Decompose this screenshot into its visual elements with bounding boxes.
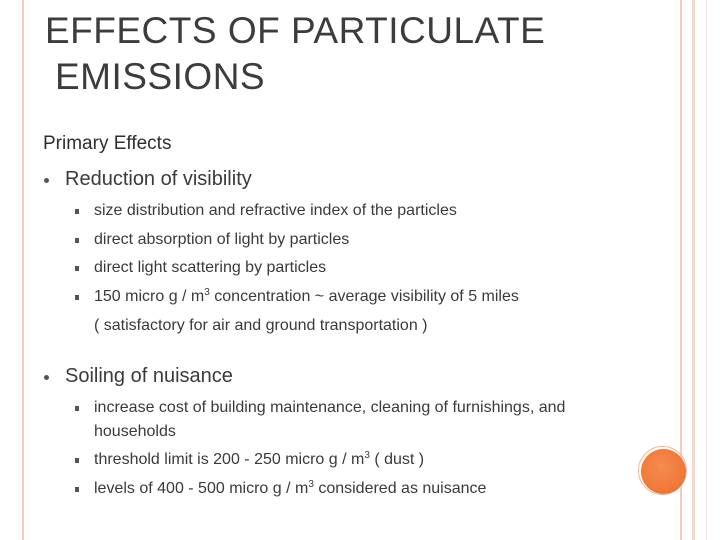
subbullet-text-post: considered as nuisance [313, 480, 487, 497]
subbullet-direct-absorption [94, 228, 674, 252]
superscript-3: 3 [204, 287, 210, 298]
subbullet-nuisance-levels [94, 477, 674, 501]
title-line-2: EMISSIONS [55, 56, 266, 97]
subbullet-size-distribution [94, 199, 674, 223]
bullet-reduction-of-visibility [65, 168, 252, 191]
subbullet-text-pre: levels of 400 - 500 micro g / m [94, 480, 309, 497]
frame-right-line-2 [692, 0, 695, 540]
subbullet-text: size distribution and refractive index of the particles [94, 202, 457, 219]
subbullet-text: direct absorption of light by particles [94, 231, 350, 248]
superscript-3: 3 [364, 450, 370, 461]
superscript-3: 3 [308, 479, 314, 490]
subbullet-direct-scattering [94, 256, 674, 280]
bullet-square-icon [75, 487, 79, 492]
subbullet-continuation-text: ( satisfactory for air and ground transportation ) [94, 317, 428, 334]
slide-title [45, 8, 665, 100]
subbullet-continuation [94, 314, 674, 338]
subbullet-text: direct light scattering by particles [94, 259, 327, 276]
bullet-square-icon [75, 458, 79, 463]
bullet-square-icon [75, 238, 79, 243]
subbullet-text: increase cost of building maintenance, cleaning of furnishings, and households [94, 399, 566, 440]
subbullet-maintenance-cost [94, 396, 634, 444]
decorative-orb-icon [641, 449, 686, 494]
bullet-dot-icon [44, 375, 49, 380]
frame-right-line-3 [706, 0, 707, 540]
bullet-soiling-of-nuisance [65, 365, 233, 388]
bullet-label: Soiling of nuisance [65, 365, 233, 387]
bullet-label: Reduction of visibility [65, 168, 252, 190]
title-line-1: EFFECTS OF PARTICULATE [45, 10, 546, 51]
bullet-square-icon [75, 209, 79, 214]
subbullet-text-post: concentration ~ average visibility of 5 miles [209, 288, 519, 305]
bullet-square-icon [75, 295, 79, 300]
section-heading: Primary Effects [43, 133, 172, 154]
frame-left-line [22, 0, 24, 540]
subbullet-threshold-limit [94, 448, 674, 472]
bullet-dot-icon [44, 178, 49, 183]
subbullet-concentration-visibility [94, 285, 674, 309]
bullet-square-icon [75, 266, 79, 271]
subbullet-text-pre: 150 micro g / m [94, 288, 205, 305]
subbullet-text-post: ( dust ) [369, 451, 425, 468]
bullet-square-icon [75, 406, 79, 411]
subbullet-text-pre: threshold limit is 200 - 250 micro g / m [94, 451, 365, 468]
